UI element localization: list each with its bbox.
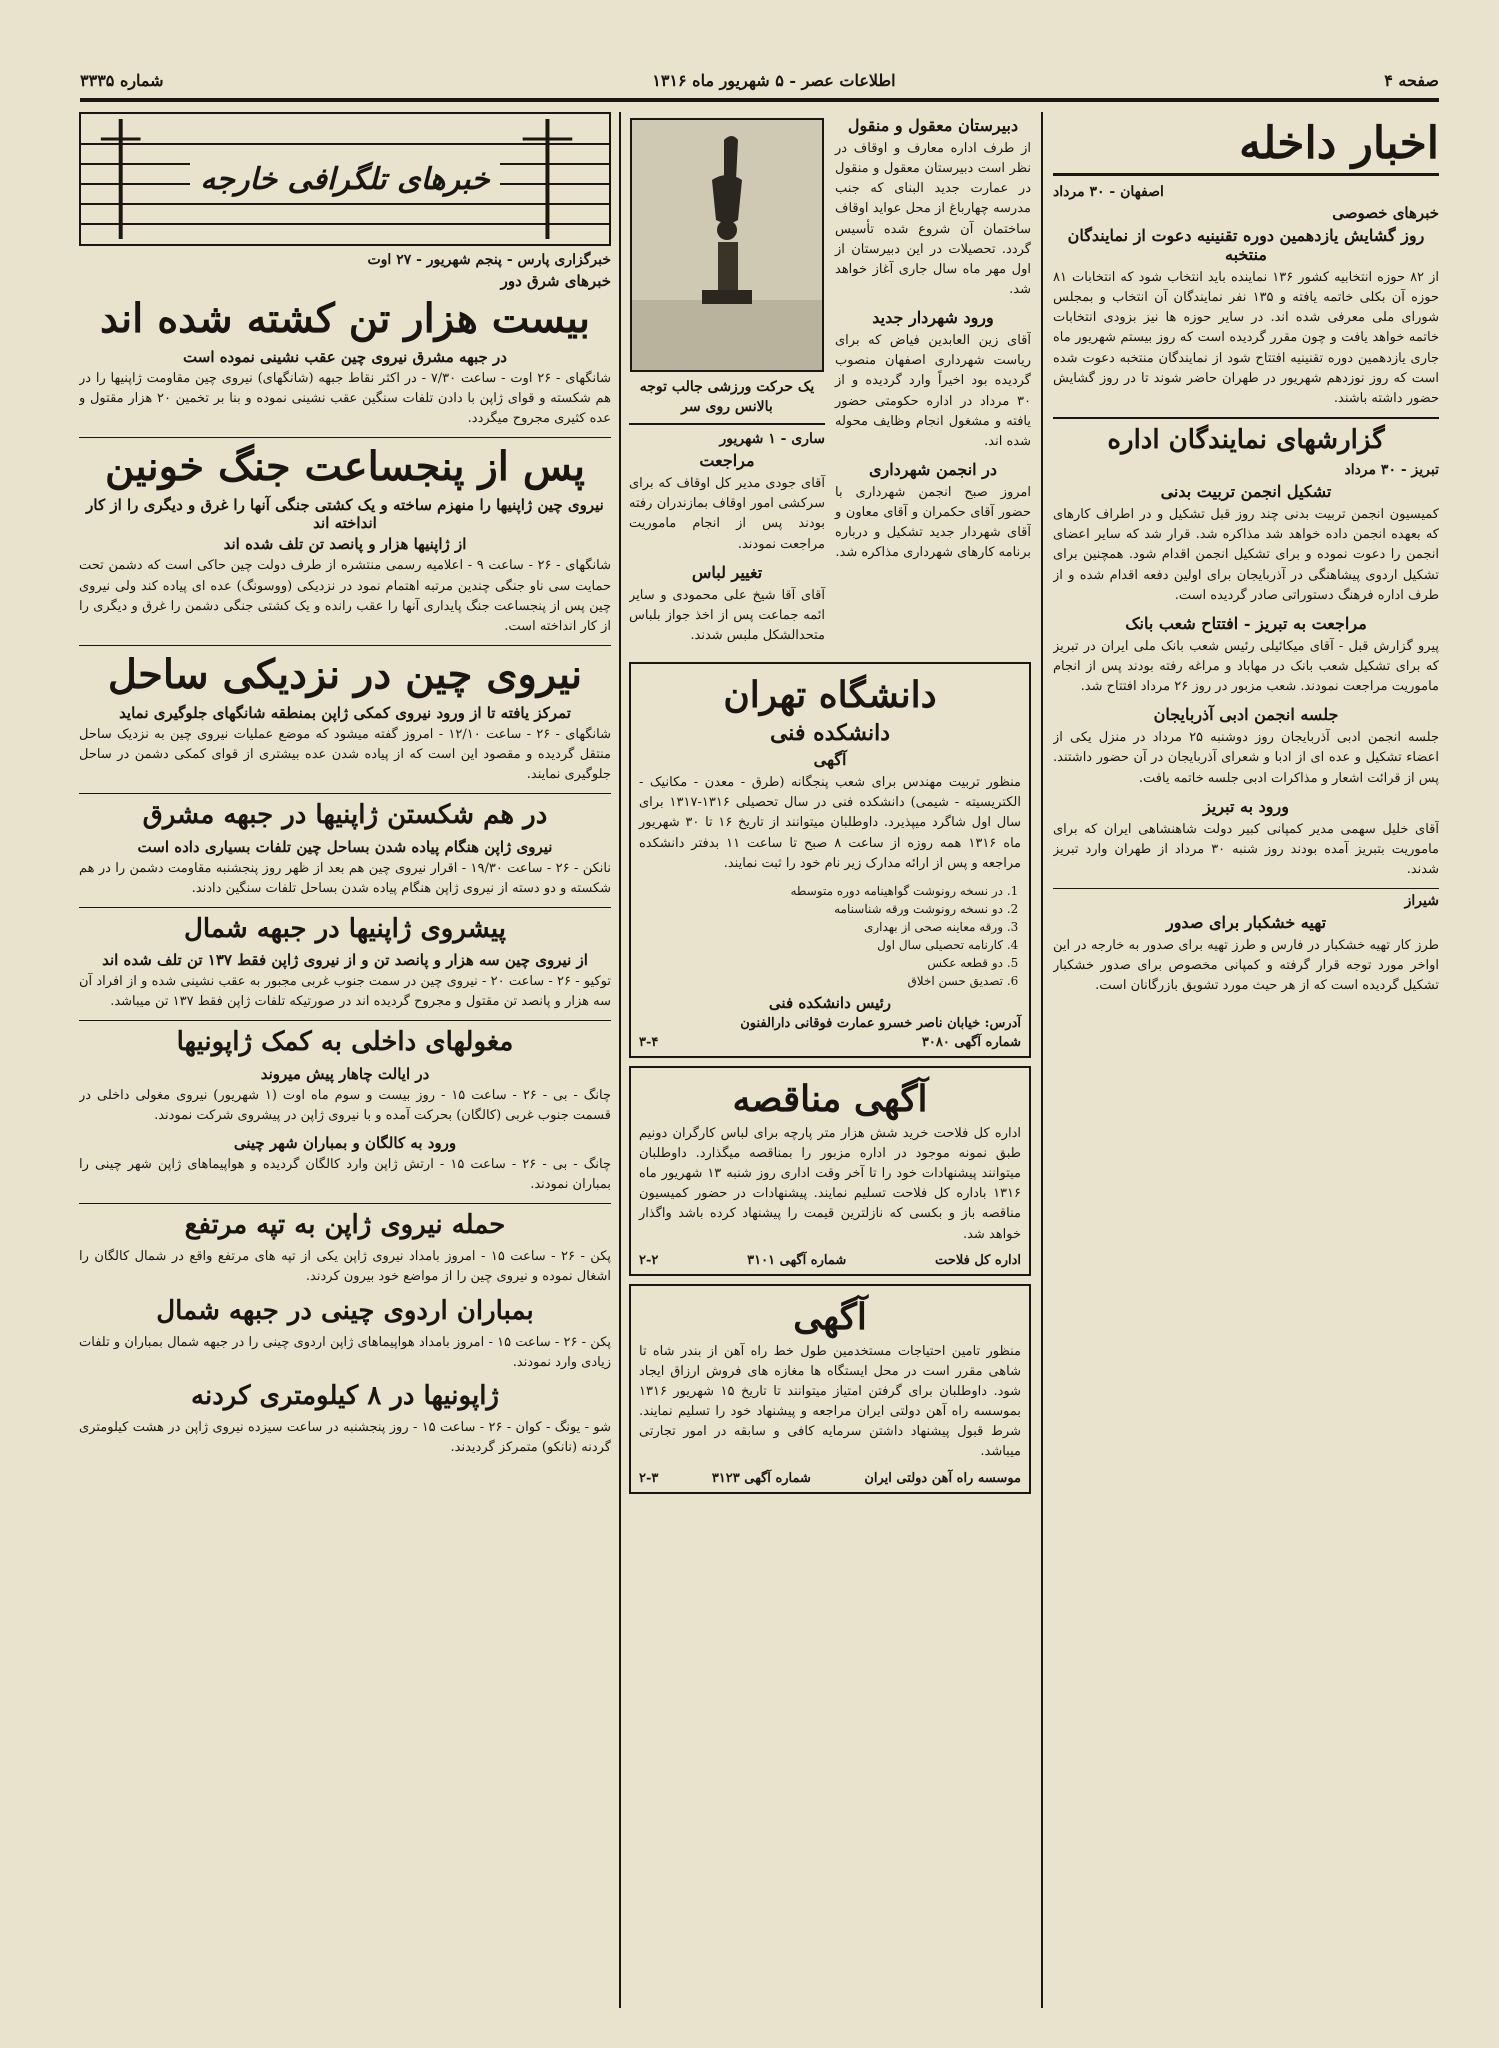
subheadline: از نیروی چین سه هزار و پانصد تن و از نیروی ژاپن فقط ۱۳۷ تن تلف شده اند <box>102 951 588 970</box>
article-body: پیرو گزارش قبل - آقای میکائیلی رئیس شعب بانک ملی ایران در تبریز که برای تشکیل شعب بانک در مهاباد و مراغه رفته بودند پس از انجام ماموریت مراجعت نمودند. شعب مزبور در روز ۲۶ مرداد افتتاح شد. <box>1053 638 1439 695</box>
headline-dried-fruit: تهیه خشکبار برای صدور <box>1165 913 1327 933</box>
issue-number: شماره ۳۳۳۵ <box>80 70 164 90</box>
ad-label: آگهی <box>813 750 847 770</box>
column-divider <box>1041 112 1043 2008</box>
page-number: صفحه ۴ <box>1384 70 1439 90</box>
divider <box>79 437 611 438</box>
divider <box>1053 888 1439 889</box>
article-body: چانگ - بی - ۲۶ - ساعت ۱۵ - روز بیست و سوم ماه اوت (۱ شهریور) نیروی مغولی داخلی در قسمت جنوب غربی (کالگان) بحرکت آمده و با نیروی ژاپن در پیشروی شرکت نمودند. <box>79 1087 611 1123</box>
divider <box>79 793 611 794</box>
subheadline: از ژاپنیها هزار و پانصد تن تلف شده اند <box>223 535 467 554</box>
divider <box>79 1203 611 1204</box>
middle-top-section <box>629 112 1031 654</box>
headline-council: در انجمن شهرداری <box>868 459 998 479</box>
domestic-news-column <box>1053 112 1439 2008</box>
headline-8km: ژاپونیها در ۸ کیلومتری کردنه <box>191 1381 499 1412</box>
ad-footer <box>639 1035 1021 1050</box>
ad-code: ۲-۲ <box>639 1252 659 1268</box>
middle-photo-block <box>629 112 825 654</box>
ad-number: شماره آگهی ۳۱۰۱ <box>747 1252 847 1268</box>
athlete-silhouette-icon <box>632 120 822 370</box>
kicker-private-news: خبرهای خصوصی <box>1332 204 1439 222</box>
ad-title-university: دانشگاه تهران <box>723 674 937 717</box>
subheadline: نیروی ژاپن هنگام پیاده شدن بساحل چین تلفات بسیاری داده است <box>137 837 553 856</box>
headline-china-coast: نیروی چین در نزدیکی ساحل <box>107 650 583 698</box>
article-body: شانگهای - ۲۶ - ساعت ۱۲/۱۰ - امروز گفته میشود که موضع عملیات نیروی چین به نزدیک ساحل منتقل گردیده و مقصود این است که از پیاده شدن عده بیشتری از قوای کمکی دشمن در ساحل جلوگیری نمایند. <box>79 726 611 783</box>
ad-subtitle-faculty: دانشکده فنی <box>769 720 891 747</box>
article-body: امروز صبح انجمن شهرداری با حضور آقای حکمران و آقای معاون و آقای شهردار جدید تشکیل و درباره برنامه کارهای شهرداری مذاکره شد. <box>835 484 1031 561</box>
article-body: آقای زین العابدین فیاض که برای ریاست شهرداری اصفهان منصوب گردیده بود اخیراً وارد گردیده و از ۳۰ مرداد در اداره حکومتی حضور یافته و مشغول انجام وظایف محوله شده اند. <box>835 333 1031 449</box>
dateline-isfahan: اصفهان - ۳۰ مرداد <box>1053 184 1164 200</box>
ad-footer <box>639 1471 1021 1486</box>
requirements-list <box>657 882 1003 990</box>
divider <box>629 423 825 425</box>
subheadline: در ایالت چاهار پیش میروند <box>260 1064 430 1083</box>
divider <box>1053 417 1439 419</box>
requirement-item: 5. دو قطعه عکس <box>657 954 1003 972</box>
middle-column <box>629 112 1031 2008</box>
ad-body: منظور تربیت مهندس برای شعب پنجگانه (طرق - معدن - مکانیک - الکتریسیته - شیمی) دانشکده فنی در سال تحصیلی ۱۳۱۶-۱۳۱۷ برای سال اول شاگرد میپذیرد. داوطلبان میتوانند از تاریخ ۱۶ تا ۳۰ شهریور ماه ۱۳۱۶ همه روزه از ساعت ۸ صبح تا ساعت ۱۱ بدفتر دانشکده مراجعه و پس از ارائه مدارک زیر نام خود را ثبت نمایند. <box>639 775 1022 871</box>
headline-hill-attack: حمله نیروی ژاپن به تپه مرتفع <box>184 1210 506 1241</box>
banner-title: خبرهای تلگرافی خارجه <box>190 162 499 197</box>
article-body: جلسه انجمن ادبی آذربایجان روز دوشنبه ۲۵ مرداد در منزل یکی از اعضاء تشکیل و عده ای از ادبا و شعرای آذربایجان در آن حضور داشتند. پس از قرائت اشعار و مذاکرات ادبی جلسه خاتمه یافت. <box>1053 730 1439 786</box>
news-agency-line: خبرگزاری پارس - پنجم شهریور - ۲۷ اوت <box>367 252 611 268</box>
photo-caption: یک حرکت ورزشی جالب توجه بالانس روی سر <box>639 379 815 415</box>
subheadline: تمرکز یافته تا از ورود نیروی کمکی ژاپن بمنطقه شانگهای جلوگیری نماید <box>119 703 571 722</box>
article-body: از ۸۲ حوزه انتخابیه کشور ۱۳۶ نماینده باید انتخاب شود که انتخابات ۸۱ حوزه آن بکلی خاتمه یافته و ۱۳۵ نفر نمایندگان آن انتخاب و بمجلس شورای ملی معرفی شده اند. در سایر حوزه ها نیز بزودی انتخابات خاتمه خواهد یافت و چون مقرر گردیده است که روز بیستم شهریور ماه جاری یازدهمین دوره تقنینیه افتتاح شود از نمایندگان منتخبه دعوت شده است که روز نوزدهم شهریور در طهران حاضر شوند تا در روز گشایش حضور داشته باشند. <box>1053 270 1439 406</box>
headline-bombing: بمباران اردوی چینی در جبهه شمال <box>156 1295 534 1326</box>
ad-code: ۲-۳ <box>639 1470 659 1486</box>
article-body: طرز کار تهیه خشکبار در فارس و طرز تهیه برای صدور به خارجه در این اواخر مورد توجه قرار گرفته و کمپانی مخصوص برای صدور خشکبار تشکیل گردیده است که از هر حیث مورد تشویق بازرگانان است. <box>1053 938 1439 994</box>
subheadline: در جبهه مشرق نیروی چین عقب نشینی نموده است <box>183 348 507 366</box>
ad-address: آدرس: خیابان ناصر خسرو عمارت فوقانی دارالفنون <box>740 1015 1021 1031</box>
headline-five-hour-battle: پس از پنجساعت جنگ خونین <box>105 443 585 491</box>
foreign-news-column <box>79 112 611 2008</box>
university-advertisement <box>629 662 1031 1058</box>
ad-footer <box>639 1253 1021 1268</box>
headline-literary: جلسه انجمن ادبی آذربایجان <box>1153 705 1339 725</box>
foreign-telegrams-banner <box>79 112 611 246</box>
divider <box>79 645 611 646</box>
divider <box>79 907 611 908</box>
middle-text-block <box>835 112 1031 654</box>
headline-parliament: روز گشایش یازدهمین دوره تقنینیه دعوت از نمایندگان منتخبه <box>1067 226 1425 264</box>
masthead <box>80 62 1439 102</box>
ad-body: منظور تامین احتیاجات مستخدمین طول خط راه آهن از بندر شاه تا شاهی مقرر است در محل ایستگاه ها مغازه های فروش ارزاق ایجاد شود. داوطلبان برای گرفتن امتیاز میتوانند تا تاریخ ۱۵ شهریور ۱۳۱۶ بموسسه راه آهن دولتی ایران مراجعه و پیشنهاد خود را تسلیم نمایند. شرط قبول پیشنهاد داشتن سرمایه کافی و سابقه در امور تجارتی میباشد. <box>639 1343 1021 1460</box>
dateline-tabriz: تبریز - ۳۰ مرداد <box>1344 462 1439 479</box>
railway-advertisement <box>629 1284 1031 1494</box>
headline-20000-killed: بیست هزار تن کشته شده اند <box>100 295 590 342</box>
requirement-item: 2. دو نسخه رونوشت ورقه شناسنامه <box>657 900 1003 918</box>
athlete-photo <box>630 118 824 372</box>
article-body: آقای خلیل سهمی مدیر کمپانی کبیر دولت شاهنشاهی ایران که برای ماموریت بتبریز آمده بودند روز شنبه ۳۰ مرداد از طهران وارد تبریز شدند. <box>1053 821 1439 877</box>
ad-body: اداره کل فلاحت خرید شش هزار متر پارچه برای لباس کارگران دونیم طبق نمونه موجود در اداره مزبور را بمناقصه میگذارد. داوطلبان میتوانند پیشنهادات خود را تا آخر وقت اداری روز شنبه ۱۳ شهریور ماه ۱۳۱۶ باداره کل فلاحت تسلیم نمایند. پیشنهادات در حضور کمیسیون مناقصه باز و بکسی که نازلترین قیمت را پیشنهاد کرده باشد واگذار خواهد شد. <box>639 1125 1022 1242</box>
article-body: چانگ - بی - ۲۶ - ساعت ۱۵ - ارتش ژاپن وارد کالگان گردیده و هواپیماهای ژاپن شهر چینی را بمباران نمودند. <box>79 1156 611 1192</box>
article-body: شانگهای - ۲۶ - ساعت ۹ - اعلامیه رسمی منتشره از طرف دولت چین حاکی است که دشمن تحت حمایت سی ناو جنگی چندین مرتبه اهتمام نمود در نزدیکی (ووسونگ) عده ای پیاده کند ولی نیروی چین پس از پنجساعت جنگ پایداری آنها را عقب رانده و یک کشتی جنگی دشمن را غرق و دیگری را از کار انداخته است. <box>79 558 611 634</box>
section-title-domestic: اخبار داخله <box>1053 118 1439 176</box>
article-body: کمیسیون انجمن تربیت بدنی چند روز قبل تشکیل و در اطراف کارهای که بعهده انجمن داده خواهد شد مذاکره شد. قرار شد که سایر اعضای انجمن را دعوت نموده و برای تشکیل انجمن اقدام شود. همچنین برای تشکیل اردوی پیشاهنگی در آذربایجان برای اولین دفعه اقدام شده و از طرف اداره فرهنگ دستوراتی صادر گردیده است. <box>1053 507 1439 603</box>
requirement-item: 4. کارنامه تحصیلی سال اول <box>657 936 1003 954</box>
ad-number: شماره آگهی ۳۱۲۳ <box>711 1470 811 1486</box>
article-body: توکیو - ۲۶ - ساعت ۲۰ - نیروی چین در سمت جنوب غربی مجبور به عقب نشینی شده و از افراد آن سه هزار و پانصد تن مقتول و مجروح گردیده اند در صورتیکه تلفات ژاپن فقط ۱۳۷ تن میباشد. <box>79 974 611 1010</box>
article-body: آقای جودی مدیر کل اوقاف که برای سرکشی امور اوقاف بمازندران رفته بودند پس از انجام ماموریت مراجعت نمودند. <box>629 476 825 552</box>
article-body: پکن - ۲۶ - ساعت ۱۵ - امروز بامداد نیروی ژاپن یکی از تپه های مرتفع واقع در شمال کالگان را اشغال نموده و نیروی چین را از مواضع خود بیرون کردند. <box>79 1249 611 1285</box>
headline-new-mayor: ورود شهردار جدید <box>872 308 994 328</box>
ad-signature: رئیس دانشکده فنی <box>768 993 892 1012</box>
headline-return: مراجعت <box>699 451 755 471</box>
paper-title-date: اطلاعات عصر - ۵ شهریور ماه ۱۳۱۶ <box>652 70 896 90</box>
ad-signature: اداره کل فلاحت <box>935 1252 1021 1268</box>
article-body: شو - یونگ - کوان - ۲۶ - ساعت ۱۵ - روز پنجشنبه در ساعت سیزده نیروی ژاپن در هشت کیلومتری گردنه (نانکو) متمرکز گردیدند. <box>79 1420 611 1456</box>
headline-north-front: پیشروی ژاپنیها در جبهه شمال <box>184 913 506 944</box>
dateline-sari: ساری - ۱ شهریور <box>719 431 825 448</box>
section-reports: گزارشهای نمایندگان اداره <box>1107 424 1385 455</box>
divider <box>79 1020 611 1021</box>
tender-advertisement <box>629 1066 1031 1276</box>
headline-dress-change: تغییر لباس <box>691 562 763 582</box>
ad-signature: موسسه راه آهن دولتی ایران <box>864 1470 1021 1486</box>
article-body: پکن - ۲۶ - ساعت ۱۵ - امروز بامداد هواپیماهای ژاپن اردوی چینی را در جبهه شمال بمباران و تلفات زیادی وارد نمودند. <box>79 1334 611 1370</box>
headline-bank: مراجعت به تبریز - افتتاح شعب بانک <box>1125 613 1367 633</box>
article-body: شانگهای - ۲۶ اوت - ساعت ۷/۳۰ - در اکثر نقاط جبهه (شانگهای) نیروی چین مقاومت ژاپنیها را در هم شکسته و قوای ژاپن با دادن تلفات سنگین عقب نشینی نموده و بنا بر تخمین ۲۰ هزار مقتول و عده کثیری مجروح میگردد. <box>79 371 611 427</box>
column-divider <box>619 112 621 2008</box>
requirement-item: 6. تصدیق حسن اخلاق <box>657 972 1003 990</box>
headline-arrival: ورود به تبریز <box>1203 796 1289 816</box>
ad-footer <box>639 1016 1021 1031</box>
article-body: از طرف اداره معارف و اوقاف در نظر است دبیرستان معقول و منقول در عمارت جدید البنای که جنب مدرسه چهارباغ از محل عواید اوقاف ساختمان آن شروع شده تأسیس گردد. تحصیلات در این دبیرستان از اول مهر ماه سال جاری آغاز خواهد شد. <box>835 141 1031 297</box>
dateline-shiraz: شیراز <box>1404 893 1439 910</box>
kicker-far-east: خبرهای شرق دور <box>500 272 611 290</box>
ad-number: شماره آگهی ۳۰۸۰ <box>921 1034 1021 1050</box>
headline-sports-society: تشکیل انجمن تربیت بدنی <box>1160 482 1332 502</box>
ad-title-notice: آگهی <box>793 1295 867 1338</box>
subheadline-kalgan: ورود به کالگان و بمباران شهر چینی <box>233 1133 457 1152</box>
headline-east-front: در هم شکستن ژاپنیها در جبهه مشرق <box>142 800 548 831</box>
article-body: نانکن - ۲۶ - ساعت ۱۹/۳۰ - اقرار نیروی چین هم بعد از ظهر روز پنجشنبه مقاومت دشمن را در هم شکسته و دو دسته از نیروی ژاپن هنگام پیاده شدن بساحل تلفات سنگین دادند. <box>79 860 611 896</box>
article-body: آقای آقا شیخ علی محمودی و سایر ائمه جماعت پس از اخذ جواز بلباس متحدالشکل ملبس شدند. <box>629 587 825 644</box>
ad-title-tender: آگهی مناقصه <box>732 1077 928 1120</box>
subheadline: نیروی چین ژاپنیها را منهزم ساخته و یک کشتی جنگی آنها را غرق و دیگری را از کار انداخته اند <box>86 496 604 533</box>
requirement-item: 1. در نسخه رونوشت گواهینامه دوره متوسطه <box>657 882 1003 900</box>
ad-code: ۳-۴ <box>639 1034 659 1050</box>
requirement-item: 3. ورقه معاینه صحی از بهداری <box>657 918 1003 936</box>
headline-seminary: دبیرستان معقول و منقول <box>847 116 1019 135</box>
headline-mongols: مغولهای داخلی به کمک ژاپونیها <box>176 1027 514 1058</box>
